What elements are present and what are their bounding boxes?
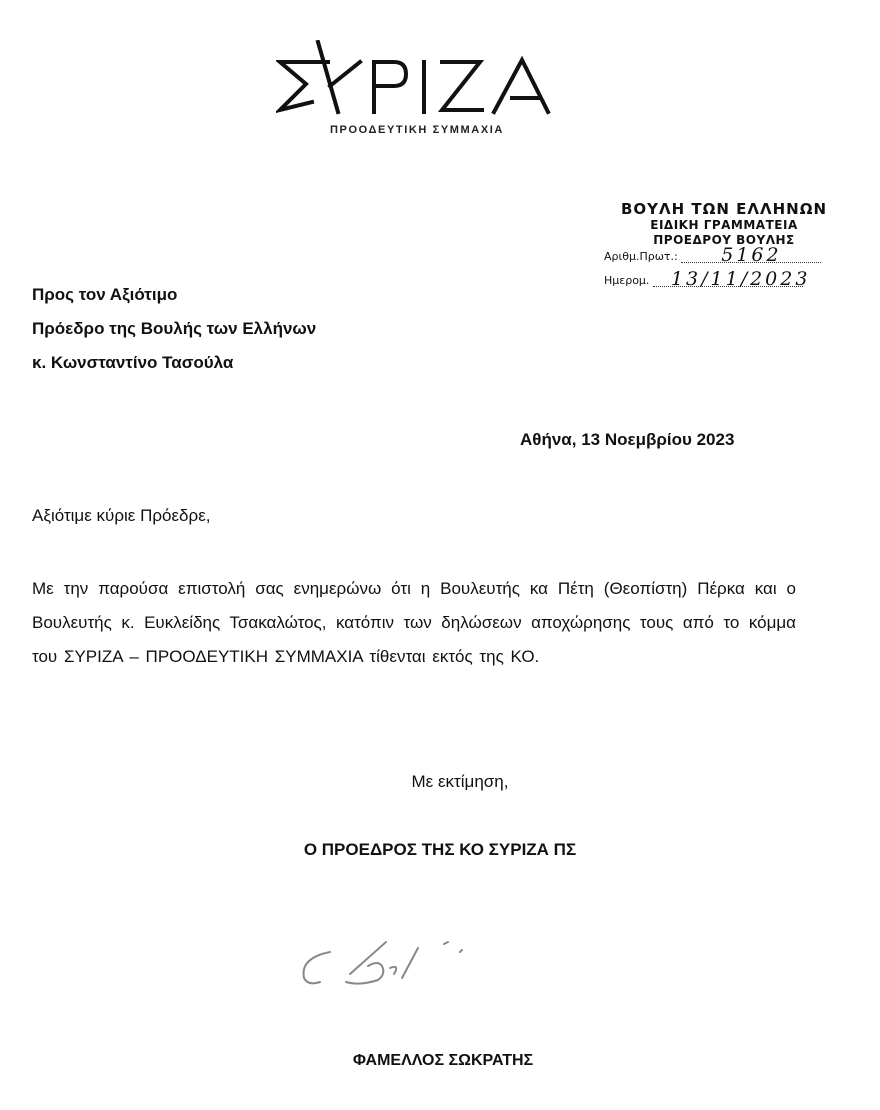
recipient-line-2: Πρόεδρο της Βουλής των Ελλήνων <box>32 319 317 338</box>
date-dotted-line <box>653 268 811 290</box>
stamp-line-president: ΠΡΟΕΔΡΟΥ ΒΟΥΛΗΣ <box>653 233 795 247</box>
logo-subtitle: ΠΡΟΟΔΕΥΤΙΚΗ ΣΥΜΜΑΧΙΑ <box>330 124 504 136</box>
stamp-line-parliament: ΒΟΥΛΗ ΤΩΝ ΕΛΛΗΝΩΝ <box>620 200 828 218</box>
protocol-number: 5162 <box>721 244 782 266</box>
receipt-stamp <box>604 200 874 296</box>
stamp-date-row <box>604 268 874 296</box>
letter-body: Με την παρούσα επιστολή σας ενημερώνω ότι η Βουλευτής κα Πέτη (Θεοπίστη) Πέρκα και ο Βουλευτής κ. Ευκλείδης Τσακαλώτος, κατόπιν των δηλώσεων αποχώρησης τους από το κόμμα του ΣΥΡΙΖΑ – ΠΡΟΟΔΕΥΤΙΚΗ ΣΥΜΜΑΧΙΑ τίθενται εκτός της ΚΟ. <box>32 579 796 666</box>
syriza-logo-icon <box>276 40 566 120</box>
stamp-line-secretariat: ΕΙΔΙΚΗ ΓΡΑΜΜΑΤΕΙΑ <box>650 218 798 232</box>
syriza-logo <box>276 40 566 120</box>
handwritten-signature-icon <box>290 930 530 1000</box>
protocol-label: Αριθμ.Πρωτ.: <box>604 250 678 263</box>
date-label: Ημερομ. <box>604 274 650 287</box>
closing: Με εκτίμηση, <box>411 772 509 791</box>
greeting: Αξιότιμε κύριε Πρόεδρε, <box>32 506 211 525</box>
place-date: Αθήνα, 13 Νοεμβρίου 2023 <box>520 430 735 449</box>
protocol-dotted-line <box>681 244 821 266</box>
recipient-line-3: κ. Κωνσταντίνο Τασούλα <box>32 353 234 372</box>
signatory-title: Ο ΠΡΟΕΔΡΟΣ ΤΗΣ ΚΟ ΣΥΡΙΖΑ ΠΣ <box>303 840 577 859</box>
signature <box>290 930 530 1000</box>
stamp-date: 13/11/2023 <box>670 268 811 290</box>
recipient-block <box>32 278 316 380</box>
signatory-name: ΦΑΜΕΛΛΟΣ ΣΩΚΡΑΤΗΣ <box>352 1052 534 1069</box>
recipient-line-1: Προς τον Αξιότιμο <box>32 285 178 304</box>
